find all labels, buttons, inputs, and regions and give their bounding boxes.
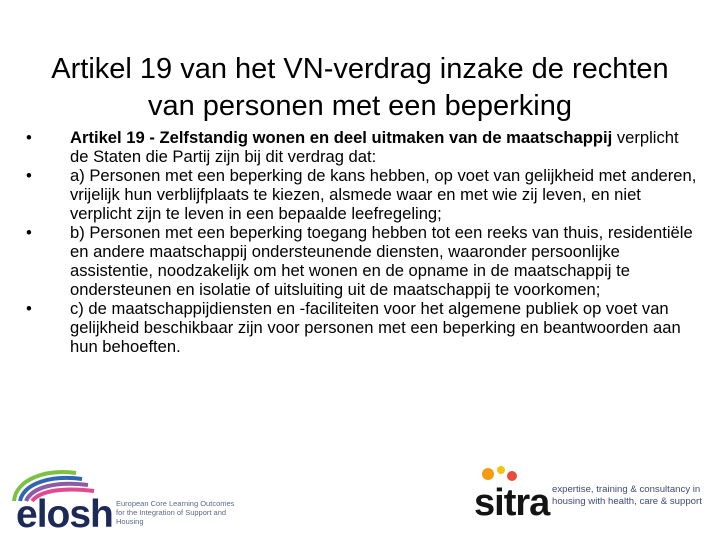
- bullet-item: [26, 128, 698, 166]
- bullet-text: b) Personen met een beperking toegang hebben tot een reeks van thuis, residentiële en andere maatschappij ondersteunende diensten, waaronder persoonlijke assistentie, noodzakelijk om het wonen en de opname in de maatschappij te ondersteunen en isolatie of uitsluiting uit de maatschappij te voorkomen;: [70, 223, 693, 299]
- bullet-list: [26, 128, 698, 356]
- sitra-tagline-line: housing with health, care & support: [552, 496, 702, 507]
- bullet-bold-text: Artikel 19 - Zelfstandig wonen en deel uitmaken van de maatschappij: [70, 128, 613, 147]
- sitra-logo: [468, 462, 718, 536]
- bullet-item: [26, 223, 698, 299]
- bullet-glyph: •: [26, 223, 32, 242]
- sitra-wordmark: sitra: [474, 482, 550, 524]
- elosh-tagline: European Core Learning Outcomes for the Integration of Support and Housing: [116, 499, 235, 526]
- elosh-logo: [6, 465, 236, 535]
- sitra-tagline: [552, 484, 720, 508]
- sitra-tagline-line: expertise, training & consultancy in: [552, 484, 701, 495]
- bullet-glyph: •: [26, 166, 32, 185]
- bullet-text: verplicht de Staten die Partij zijn bij dit verdrag dat:: [70, 128, 679, 166]
- elosh-wordmark: elosh: [16, 493, 113, 536]
- bullet-glyph: •: [26, 299, 32, 318]
- bullet-text: c) de maatschappijdiensten en -faciliteiten voor het algemene publiek op voet van gelijkheid beschikbaar zijn voor personen met een beperking en beantwoorden aan hun behoeften.: [70, 299, 681, 356]
- bullet-text: a) Personen met een beperking de kans hebben, op voet van gelijkheid met anderen, vrijelijk hun verblijfplaats te kiezen, alsmede waar en met wie zij leven, en niet verplicht zijn te leven in een bepaalde leefregeling;: [70, 166, 697, 223]
- bullet-item: [26, 166, 698, 223]
- bullet-item: [26, 299, 698, 356]
- bullet-glyph: •: [26, 128, 32, 147]
- slide-title: Artikel 19 van het VN-verdrag inzake de rechten van personen met een beperking: [51, 53, 669, 123]
